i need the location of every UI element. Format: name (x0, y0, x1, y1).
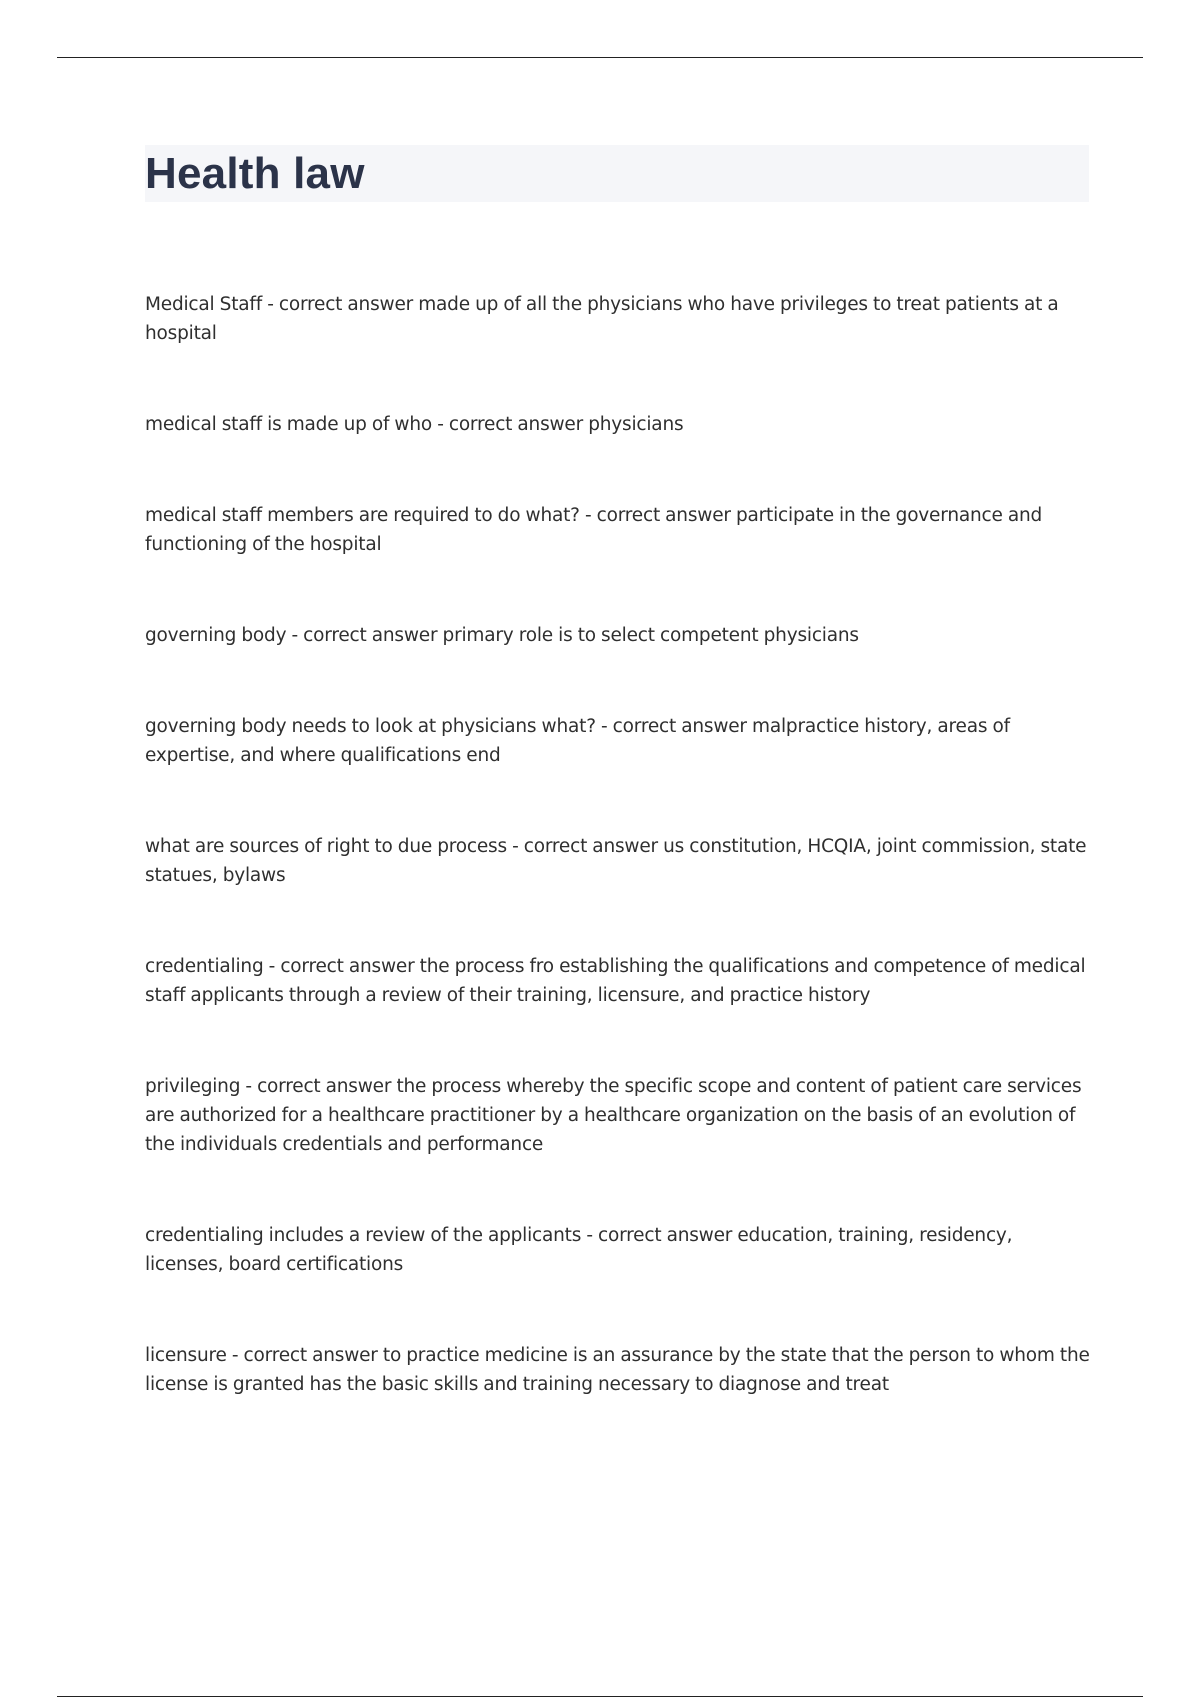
top-divider (57, 57, 1143, 58)
qa-entry: privileging - correct answer the process whereby the specific scope and content of patient care services are authorized for a healthcare practitioner by a healthcare organization on the basis of an evolution of the individuals credentials and performance (145, 1076, 1082, 1155)
qa-entry: governing body needs to look at physicians what? - correct answer malpractice history, areas of expertise, and where qualifications end (145, 716, 1010, 766)
qa-entry: medical staff is made up of who - correct answer physicians (145, 414, 684, 435)
title-band (145, 145, 1089, 202)
document-title: Health law (145, 149, 365, 198)
qa-entry: credentialing includes a review of the applicants - correct answer education, training, residency, licenses, board certifications (145, 1225, 1013, 1275)
qa-entry: medical staff members are required to do what? - correct answer participate in the governance and functioning of the hospital (145, 505, 1043, 555)
qa-entry: credentialing - correct answer the process fro establishing the qualifications and competence of medical staff applicants through a review of their training, licensure, and practice history (145, 956, 1086, 1006)
qa-entry-list (145, 290, 1095, 1399)
qa-entry: licensure - correct answer to practice medicine is an assurance by the state that the person to whom the license is granted has the basic skills and training necessary to diagnose and treat (145, 1345, 1090, 1395)
qa-entry: Medical Staff - correct answer made up of all the physicians who have privileges to treat patients at a hospital (145, 294, 1059, 344)
qa-entry: governing body - correct answer primary role is to select competent physicians (145, 625, 859, 646)
qa-entry: what are sources of right to due process - correct answer us constitution, HCQIA, joint commission, state statues, bylaws (145, 836, 1087, 886)
bottom-divider (57, 1696, 1143, 1697)
